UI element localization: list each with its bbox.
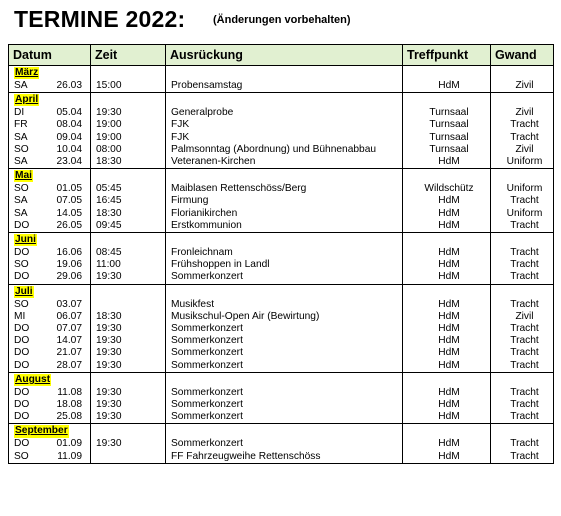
time-cell: 18:30 (91, 208, 166, 220)
event-cell: Frühshoppen in Landl (166, 259, 403, 271)
time-cell: 16:45 (91, 195, 166, 207)
meeting-point-cell: HdM (403, 208, 491, 220)
event-cell: Musikfest (166, 299, 403, 311)
column-header-gwand: Gwand (491, 45, 554, 66)
month-group (9, 66, 554, 93)
dress-cell: Tracht (491, 323, 554, 335)
event-cell: Veteranen-Kirchen (166, 156, 403, 169)
event-cell: Palmsonntag (Abordnung) und Bühnenabbau (166, 144, 403, 156)
time-cell (91, 299, 166, 311)
time-cell: 08:00 (91, 144, 166, 156)
dress-cell: Tracht (491, 335, 554, 347)
schedule-table (8, 44, 554, 464)
column-header-treffpunkt: Treffpunkt (403, 45, 491, 66)
date: 05.04 (56, 107, 82, 119)
date: 26.03 (56, 80, 82, 91)
table-row (9, 271, 554, 284)
time-cell: 19:30 (91, 323, 166, 335)
time-cell: 19:00 (91, 119, 166, 131)
table-row (9, 144, 554, 156)
table-row (9, 156, 554, 169)
time-cell: 18:30 (91, 311, 166, 323)
month-heading-row (9, 169, 554, 184)
month-heading-row (9, 66, 554, 81)
event-cell: Generalprobe (166, 107, 403, 119)
month-group (9, 93, 554, 169)
date: 03.07 (56, 298, 82, 310)
meeting-point-cell: HdM (403, 195, 491, 207)
date: 14.05 (56, 207, 82, 219)
meeting-point-cell: Turnsaal (403, 144, 491, 156)
column-header-zeit: Zeit (91, 45, 166, 66)
time-cell: 19:30 (91, 271, 166, 284)
month-label: April (15, 94, 39, 106)
table-row (9, 132, 554, 144)
page-subtitle: (Änderungen vorbehalten) (213, 14, 351, 26)
month-label: Mai (15, 170, 32, 182)
date: 07.07 (56, 323, 82, 335)
date: 21.07 (56, 347, 82, 359)
dress-cell: Tracht (491, 299, 554, 311)
event-cell: Sommerkonzert (166, 335, 403, 347)
date: 01.09 (56, 438, 82, 450)
date: 11.08 (57, 386, 82, 398)
event-cell: Sommerkonzert (166, 438, 403, 450)
event-cell: FJK (166, 119, 403, 131)
date: 16.06 (56, 247, 82, 259)
weekday: SA (14, 131, 28, 143)
meeting-point-cell: HdM (403, 271, 491, 284)
table-header-row (9, 45, 554, 66)
event-cell: Sommerkonzert (166, 411, 403, 424)
month-heading-row (9, 424, 554, 439)
month-heading-row (9, 284, 554, 299)
weekday: MI (14, 310, 26, 322)
weekday: DO (14, 438, 30, 450)
dress-cell: Tracht (491, 411, 554, 424)
meeting-point-cell: HdM (403, 411, 491, 424)
time-cell: 05:45 (91, 183, 166, 195)
weekday: SO (14, 143, 29, 155)
month-heading-row (9, 372, 554, 387)
month-group (9, 372, 554, 424)
date: 26.05 (56, 219, 82, 231)
table-row (9, 247, 554, 259)
meeting-point-cell: Turnsaal (403, 119, 491, 131)
page-title: TERMINE 2022: (14, 6, 186, 32)
event-cell: Sommerkonzert (166, 399, 403, 411)
dress-cell: Tracht (491, 132, 554, 144)
weekday: SA (14, 80, 28, 91)
date: 09.04 (56, 131, 82, 143)
date: 10.04 (56, 143, 82, 155)
meeting-point-cell: Turnsaal (403, 107, 491, 119)
dress-cell: Tracht (491, 438, 554, 450)
date: 29.06 (56, 271, 82, 283)
table-row (9, 399, 554, 411)
dress-cell: Zivil (491, 144, 554, 156)
month-label: September (15, 425, 68, 437)
month-label: März (15, 66, 39, 78)
time-cell: 19:30 (91, 360, 166, 373)
event-cell: Sommerkonzert (166, 347, 403, 359)
date: 14.07 (56, 335, 82, 347)
meeting-point-cell: Wildschütz (403, 183, 491, 195)
table-row (9, 387, 554, 399)
column-header-datum: Datum (9, 45, 91, 66)
time-cell: 19:30 (91, 411, 166, 424)
meeting-point-cell: HdM (403, 399, 491, 411)
weekday: DO (14, 347, 30, 359)
dress-cell: Tracht (491, 259, 554, 271)
date: 07.05 (56, 195, 82, 207)
dress-cell: Uniform (491, 208, 554, 220)
event-cell: FF Fahrzeugweihe Rettenschöss (166, 451, 403, 464)
month-group (9, 233, 554, 285)
weekday: DO (14, 386, 30, 398)
table-row (9, 347, 554, 359)
weekday: DO (14, 219, 30, 231)
weekday: SO (14, 298, 29, 310)
time-cell: 19:30 (91, 399, 166, 411)
meeting-point-cell: HdM (403, 259, 491, 271)
table-row (9, 299, 554, 311)
weekday: SA (14, 195, 28, 207)
date: 25.08 (56, 411, 82, 423)
dress-cell: Tracht (491, 360, 554, 373)
time-cell: 19:30 (91, 438, 166, 450)
weekday: SO (14, 259, 29, 271)
event-cell: FJK (166, 132, 403, 144)
dress-cell: Tracht (491, 195, 554, 207)
meeting-point-cell: HdM (403, 323, 491, 335)
time-cell: 19:00 (91, 132, 166, 144)
dress-cell: Tracht (491, 347, 554, 359)
weekday: DO (14, 411, 30, 423)
table-row (9, 107, 554, 119)
meeting-point-cell: HdM (403, 80, 491, 93)
month-heading-row (9, 233, 554, 248)
month-group (9, 169, 554, 233)
table-row (9, 438, 554, 450)
meeting-point-cell: HdM (403, 299, 491, 311)
dress-cell: Tracht (491, 451, 554, 464)
event-cell: Sommerkonzert (166, 271, 403, 284)
date: 06.07 (56, 310, 82, 322)
weekday: DI (14, 107, 25, 119)
weekday: DO (14, 359, 30, 371)
table-row (9, 259, 554, 271)
event-cell: Musikschul-Open Air (Bewirtung) (166, 311, 403, 323)
time-cell: 11:00 (91, 259, 166, 271)
time-cell: 19:30 (91, 107, 166, 119)
time-cell: 19:30 (91, 387, 166, 399)
event-cell: Probensamstag (166, 80, 403, 93)
meeting-point-cell: HdM (403, 347, 491, 359)
weekday: FR (14, 119, 28, 131)
date: 28.07 (56, 359, 82, 371)
dress-cell: Tracht (491, 271, 554, 284)
meeting-point-cell: HdM (403, 438, 491, 450)
meeting-point-cell: HdM (403, 156, 491, 169)
table-row (9, 220, 554, 233)
meeting-point-cell: HdM (403, 387, 491, 399)
meeting-point-cell: HdM (403, 451, 491, 464)
date: 11.09 (57, 450, 82, 462)
dress-cell: Tracht (491, 399, 554, 411)
dress-cell: Uniform (491, 183, 554, 195)
time-cell: 08:45 (91, 247, 166, 259)
table-row (9, 311, 554, 323)
month-group (9, 284, 554, 372)
event-cell: Sommerkonzert (166, 323, 403, 335)
weekday: DO (14, 247, 30, 259)
date: 08.04 (56, 119, 82, 131)
time-cell: 19:30 (91, 347, 166, 359)
table-row (9, 80, 554, 93)
month-label: Juli (15, 285, 33, 297)
month-label: August (15, 373, 51, 385)
meeting-point-cell: HdM (403, 247, 491, 259)
date: 18.08 (56, 399, 82, 411)
weekday: DO (14, 335, 30, 347)
event-cell: Maiblasen Rettenschöss/Berg (166, 183, 403, 195)
weekday: SO (14, 183, 29, 195)
column-header-ausrueckung: Ausrückung (166, 45, 403, 66)
dress-cell: Tracht (491, 387, 554, 399)
time-cell: 18:30 (91, 156, 166, 169)
table-row (9, 411, 554, 424)
event-cell: Firmung (166, 195, 403, 207)
table-row (9, 323, 554, 335)
dress-cell: Uniform (491, 156, 554, 169)
event-cell: Florianikirchen (166, 208, 403, 220)
table-row (9, 195, 554, 207)
table-row (9, 208, 554, 220)
weekday: DO (14, 399, 30, 411)
weekday: SA (14, 156, 28, 168)
dress-cell: Zivil (491, 311, 554, 323)
event-cell: Fronleichnam (166, 247, 403, 259)
month-heading-row (9, 93, 554, 108)
event-cell: Sommerkonzert (166, 360, 403, 373)
month-group (9, 424, 554, 463)
date: 01.05 (56, 183, 82, 195)
weekday: SO (14, 450, 29, 462)
month-label: Juni (15, 233, 36, 245)
date: 19.06 (56, 259, 82, 271)
dress-cell: Zivil (491, 107, 554, 119)
meeting-point-cell: Turnsaal (403, 132, 491, 144)
weekday: DO (14, 271, 30, 283)
weekday: DO (14, 323, 30, 335)
meeting-point-cell: HdM (403, 360, 491, 373)
dress-cell: Zivil (491, 80, 554, 93)
time-cell (91, 451, 166, 464)
meeting-point-cell: HdM (403, 311, 491, 323)
meeting-point-cell: HdM (403, 220, 491, 233)
dress-cell: Tracht (491, 119, 554, 131)
time-cell: 09:45 (91, 220, 166, 233)
weekday: SA (14, 207, 28, 219)
table-row (9, 335, 554, 347)
date: 23.04 (56, 156, 82, 168)
table-row (9, 183, 554, 195)
table-row (9, 451, 554, 464)
table-row (9, 360, 554, 373)
table-row (9, 119, 554, 131)
event-cell: Erstkommunion (166, 220, 403, 233)
dress-cell: Tracht (491, 220, 554, 233)
dress-cell: Tracht (491, 247, 554, 259)
time-cell: 19:30 (91, 335, 166, 347)
meeting-point-cell: HdM (403, 335, 491, 347)
event-cell: Sommerkonzert (166, 387, 403, 399)
time-cell: 15:00 (91, 80, 166, 93)
